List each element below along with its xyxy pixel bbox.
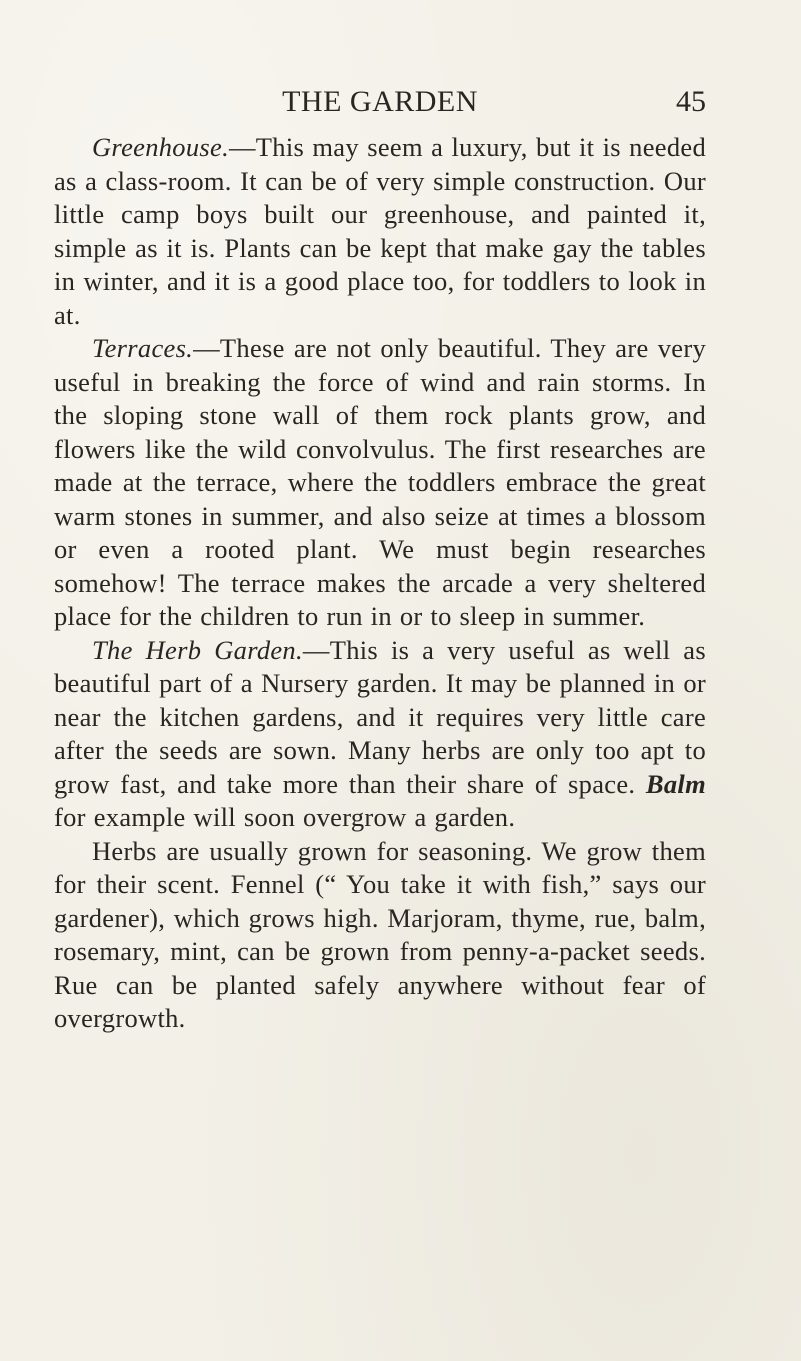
paragraph-text: —This is a very useful as well as beautiful part of a Nursery garden. It may be planned in or near the kitchen gardens, and it requires very little care after the seeds are sown. Many herbs are only too apt to grow fast, and take more than their share of space. (54, 634, 706, 799)
paragraph-heading: The Herb Garden. (92, 634, 303, 665)
paragraph-herb-garden (54, 634, 706, 835)
paragraph-greenhouse (54, 131, 706, 332)
body-text (54, 131, 706, 1036)
paragraph-text: for example will soon overgrow a garden. (54, 802, 516, 832)
paragraph-terraces (54, 332, 706, 634)
emphasized-term: Balm (645, 768, 706, 799)
paragraph-text: Herbs are usually grown for seasoning. We grow them for their scent. Fennel (“ You take it with fish,” says our gardener), which grows high. Marjoram, thyme, rue, balm, rosemary, mint, can be grown from penny-a-packet seeds. Rue can be planted safely anywhere without fear of overgrowth. (54, 835, 706, 1033)
paragraph-text: —This may seem a luxury, but it is needed as a class-room. It can be of very simple construction. Our little camp boys built our greenhouse, and painted it, simple as it is. Plants can be kept that make gay the tables in winter, and it is a good place too, for toddlers to look in at. (54, 132, 706, 330)
page-number: 45 (676, 85, 706, 118)
paragraph-heading: Greenhouse. (92, 132, 229, 162)
page-header (54, 84, 706, 124)
paragraph-text: —These are not only beautiful. They are very useful in breaking the force of wind and rain storms. In the sloping stone wall of them rock plants grow, and flowers like the wild convolvulus. The first researches are made at the terrace, where the toddlers embrace the great warm stones in summer, and also seize at times a blossom or even a rooted plant. We must begin researches somehow! The terrace makes the arcade a very sheltered place for the children to run in or to sleep in summer. (54, 333, 706, 631)
paragraph-herbs (54, 835, 706, 1036)
running-head: THE GARDEN (282, 85, 478, 118)
paragraph-heading: Terraces. (92, 333, 194, 363)
